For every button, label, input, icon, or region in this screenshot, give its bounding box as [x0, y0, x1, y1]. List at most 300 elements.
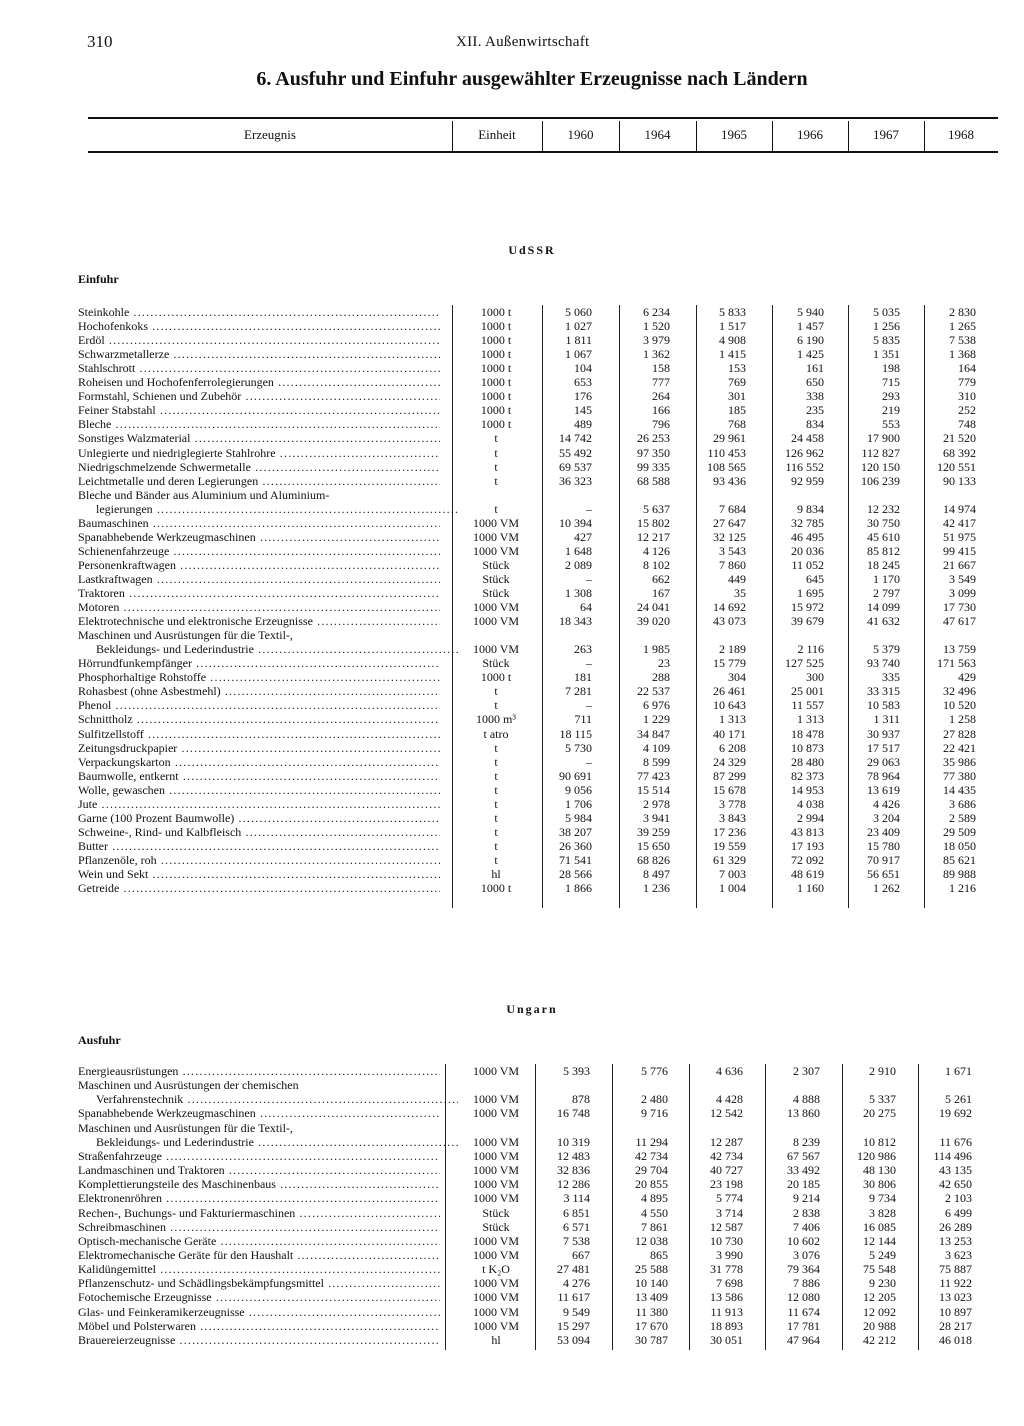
cell-1966: 12 080: [787, 1290, 820, 1305]
cell-1967: 12 232: [867, 501, 900, 516]
cell-1965: 3 714: [716, 1205, 743, 1220]
cell-1967: 120 150: [861, 459, 900, 474]
row-unit: 1000 VM: [472, 1163, 520, 1178]
cell-1960: 64: [580, 600, 592, 615]
cell-1960: –: [586, 656, 592, 671]
row-label: Zeitungsdruckpapier .....: [78, 741, 440, 755]
table-row: [0, 783, 1024, 797]
cell-1960: 32 836: [557, 1163, 590, 1178]
row-label: Motoren .....: [78, 600, 440, 614]
cell-1964: 7 861: [641, 1219, 668, 1234]
cell-1964: 11 294: [635, 1134, 668, 1149]
table-row: [0, 712, 1024, 726]
row-label: Spanabhebende Werkzeugmaschinen .....: [78, 530, 440, 544]
row-label: Sonstiges Walzmaterial .....: [78, 431, 440, 445]
cell-1960: 878: [572, 1092, 590, 1107]
row-label: Formstahl, Schienen und Zubehör .....: [78, 389, 440, 403]
cell-1966: 9 834: [797, 501, 824, 516]
cell-1964: 2 480: [641, 1092, 668, 1107]
cell-1967: 41 632: [867, 614, 900, 629]
cell-1965: 61 329: [713, 852, 746, 867]
cell-1968: 6 499: [945, 1205, 972, 1220]
row-unit: 1000 VM: [472, 1233, 520, 1248]
cell-1968: 2 830: [949, 305, 976, 319]
table-row: [0, 1149, 1024, 1163]
cell-1965: 2 189: [719, 642, 746, 657]
cell-1960: 9 549: [563, 1304, 590, 1319]
cell-1966: 834: [806, 417, 824, 432]
cell-1960: 181: [574, 670, 592, 685]
cell-1966: 338: [806, 389, 824, 404]
row-unit: Stück: [482, 656, 510, 671]
cell-1965: 6 208: [719, 740, 746, 755]
cell-1966: 10 873: [791, 740, 824, 755]
table-row: [0, 502, 1024, 516]
row-unit: 1000 VM: [472, 1304, 520, 1319]
cell-1960: 1 067: [565, 347, 592, 362]
cell-1960: 6 571: [563, 1219, 590, 1234]
cell-1966: 161: [806, 361, 824, 376]
cell-1968: 310: [958, 389, 976, 404]
cell-1967: 45 610: [867, 529, 900, 544]
cell-1968: 2 589: [949, 810, 976, 825]
cell-1966: 33 492: [787, 1163, 820, 1178]
page-number: 310: [87, 32, 113, 51]
cell-1968: 748: [958, 417, 976, 432]
cell-1965: 12 542: [710, 1106, 743, 1121]
row-unit: 1000 t: [480, 319, 512, 334]
table-row: [0, 1220, 1024, 1234]
row-unit: t: [494, 445, 498, 460]
cell-1966: 67 567: [787, 1148, 820, 1163]
cell-1965: 304: [728, 670, 746, 685]
cell-1966: 10 602: [787, 1233, 820, 1248]
cell-1967: 93 740: [867, 656, 900, 671]
row-label: Schnittholz .....: [78, 712, 440, 726]
cell-1960: 5 984: [565, 810, 592, 825]
row-unit: Stück: [482, 557, 510, 572]
table-row: [0, 825, 1024, 839]
cell-1968: 85 621: [943, 852, 976, 867]
row-unit: 1000 t: [480, 361, 512, 376]
cell-1964: 5 776: [641, 1064, 668, 1078]
cell-1968: 7 538: [949, 333, 976, 348]
row-unit: 1000 VM: [472, 1106, 520, 1121]
cell-1967: 20 275: [863, 1106, 896, 1121]
cell-1965: 768: [728, 417, 746, 432]
table-row: [0, 586, 1024, 600]
cell-1968: 779: [958, 375, 976, 390]
cell-1965: 449: [728, 571, 746, 586]
cell-1960: 18 343: [559, 614, 592, 629]
cell-1966: 235: [806, 403, 824, 418]
row-unit: t: [494, 796, 498, 811]
table-row: [0, 1234, 1024, 1248]
cell-1966: 46 495: [791, 529, 824, 544]
cell-1968: 89 988: [943, 867, 976, 881]
table-row: [0, 797, 1024, 811]
cell-1967: 4 426: [873, 796, 900, 811]
cell-1968: 35 986: [943, 754, 976, 769]
cell-1967: 85 812: [867, 543, 900, 558]
cell-1964: 12 217: [637, 529, 670, 544]
cell-1964: 4 895: [641, 1191, 668, 1206]
cell-1968: 1 216: [949, 881, 976, 896]
table-row: [0, 1121, 1024, 1135]
cell-1960: 1 866: [565, 881, 592, 896]
row-unit: t: [494, 459, 498, 474]
cell-1966: 7 406: [793, 1219, 820, 1234]
cell-1964: 158: [652, 361, 670, 376]
cell-1960: 14 742: [559, 431, 592, 446]
cell-1964: 8 102: [643, 557, 670, 572]
row-unit: 1000 VM: [472, 515, 520, 530]
cell-1968: 11 676: [939, 1134, 972, 1149]
table-row: [0, 530, 1024, 544]
cell-1964: 288: [652, 670, 670, 685]
cell-1965: 3 778: [719, 796, 746, 811]
row-label: Niedrigschmelzende Schwermetalle .....: [78, 460, 440, 474]
row-label: Rechen-, Buchungs- und Fakturiermaschinen .....: [78, 1206, 440, 1220]
cell-1965: 7 684: [719, 501, 746, 516]
cell-1967: 33 315: [867, 684, 900, 699]
cell-1967: 70 917: [867, 852, 900, 867]
cell-1965: 43 073: [713, 614, 746, 629]
cell-1964: 20 855: [635, 1177, 668, 1192]
cell-1965: 26 461: [713, 684, 746, 699]
cell-1968: 99 415: [943, 543, 976, 558]
cell-1967: 715: [882, 375, 900, 390]
cell-1967: 198: [882, 361, 900, 376]
row-unit: 1000 t: [480, 417, 512, 432]
cell-1960: 53 094: [557, 1332, 590, 1347]
row-unit: 1000 VM: [472, 614, 520, 629]
cell-1967: 14 099: [867, 600, 900, 615]
cell-1968: 120 551: [937, 459, 976, 474]
table-row: [0, 811, 1024, 825]
cell-1968: 114 496: [933, 1148, 972, 1163]
cell-1965: 108 565: [707, 459, 746, 474]
table-row: [0, 1248, 1024, 1262]
row-unit: 1000 t: [480, 389, 512, 404]
cell-1968: 27 828: [943, 726, 976, 741]
table-row: [0, 1333, 1024, 1347]
cell-1964: 796: [652, 417, 670, 432]
flow-heading: Einfuhr: [78, 272, 119, 286]
row-label: Baumaschinen .....: [78, 516, 440, 530]
cell-1967: 553: [882, 417, 900, 432]
cell-1960: –: [586, 501, 592, 516]
cell-1966: 645: [806, 571, 824, 586]
column-header-1966: 1966: [797, 127, 823, 142]
cell-1966: 1 425: [797, 347, 824, 362]
cell-1966: 9 214: [793, 1191, 820, 1206]
row-unit: 1000 VM: [472, 1276, 520, 1291]
cell-1967: 335: [882, 670, 900, 685]
cell-1968: 32 496: [943, 684, 976, 699]
cell-1960: 5 393: [563, 1064, 590, 1078]
row-unit: t: [494, 740, 498, 755]
cell-1960: 1 648: [565, 543, 592, 558]
cell-1968: 68 392: [943, 445, 976, 460]
row-label: Leichtmetalle und deren Legierungen .....: [78, 474, 440, 488]
row-label: Optisch-mechanische Geräte .....: [78, 1234, 440, 1248]
cell-1966: 11 052: [791, 557, 824, 572]
cell-1966: 116 552: [785, 459, 824, 474]
column-header-product: Erzeugnis: [244, 127, 296, 142]
cell-1960: 1 308: [565, 586, 592, 600]
row-label: Elektromechanische Geräte für den Haushalt .....: [78, 1248, 440, 1262]
cell-1967: 120 986: [857, 1148, 896, 1163]
cell-1967: 75 548: [863, 1262, 896, 1277]
cell-1965: 93 436: [713, 473, 746, 488]
cell-1965: 1 415: [719, 347, 746, 362]
row-unit: 1000 VM: [472, 600, 520, 615]
cell-1964: 12 038: [635, 1233, 668, 1248]
row-unit: t: [494, 824, 498, 839]
table-row: [0, 544, 1024, 558]
cell-1964: 15 802: [637, 515, 670, 530]
row-label: Landmaschinen und Traktoren .....: [78, 1163, 440, 1177]
cell-1967: 30 806: [863, 1177, 896, 1192]
cell-1965: 1 313: [719, 712, 746, 727]
table-row: [0, 305, 1024, 319]
row-label: Personenkraftwagen .....: [78, 558, 440, 572]
cell-1964: 1 520: [643, 319, 670, 334]
cell-1966: 8 239: [793, 1134, 820, 1149]
row-unit: Stück: [482, 1205, 510, 1220]
row-unit: t: [494, 501, 498, 516]
cell-1967: 1 256: [873, 319, 900, 334]
cell-1968: 11 922: [939, 1276, 972, 1291]
row-label: Maschinen und Ausrüstungen für die Textil-,: [78, 628, 293, 643]
cell-1960: 176: [574, 389, 592, 404]
cell-1964: 4 109: [643, 740, 670, 755]
cell-1968: 13 023: [939, 1290, 972, 1305]
cell-1964: 30 787: [635, 1332, 668, 1347]
cell-1966: 17 781: [787, 1318, 820, 1333]
cell-1960: –: [586, 754, 592, 769]
row-unit: 1000 t: [480, 333, 512, 348]
cell-1965: 32 125: [713, 529, 746, 544]
cell-1966: 1 313: [797, 712, 824, 727]
row-label: Schienenfahrzeuge .....: [78, 544, 440, 558]
cell-1966: 20 185: [787, 1177, 820, 1192]
cell-1965: 7 003: [719, 867, 746, 881]
cell-1960: 11 617: [557, 1290, 590, 1305]
cell-1968: 46 018: [939, 1332, 972, 1347]
cell-1965: 23 198: [710, 1177, 743, 1192]
row-label: Maschinen und Ausrüstungen der chemischen: [78, 1078, 299, 1093]
cell-1968: 26 289: [939, 1219, 972, 1234]
cell-1965: 4 636: [716, 1064, 743, 1078]
table-row: [0, 431, 1024, 445]
table-row: [0, 417, 1024, 431]
row-label: Energieausrüstungen .....: [78, 1064, 440, 1078]
table-row: [0, 488, 1024, 502]
row-unit: 1000 VM: [472, 1177, 520, 1192]
cell-1965: 301: [728, 389, 746, 404]
cell-1968: 19 692: [939, 1106, 972, 1121]
cell-1965: 5 774: [716, 1191, 743, 1206]
table-row: [0, 600, 1024, 614]
table-row: [0, 1290, 1024, 1304]
row-unit: 1000 t: [480, 375, 512, 390]
cell-1967: 29 063: [867, 754, 900, 769]
cell-1968: 21 520: [943, 431, 976, 446]
cell-1965: 3 990: [716, 1247, 743, 1262]
row-label: Lastkraftwagen .....: [78, 572, 440, 586]
row-label: Unlegierte und niedriglegierte Stahlrohre .....: [78, 446, 440, 460]
cell-1960: 653: [574, 375, 592, 390]
row-unit: t: [494, 810, 498, 825]
cell-1960: –: [586, 698, 592, 713]
cell-1960: 711: [574, 712, 592, 727]
row-label: Komplettierungsteile des Maschinenbaus .....: [78, 1177, 440, 1191]
cell-1964: 26 253: [637, 431, 670, 446]
cell-1968: 22 421: [943, 740, 976, 755]
row-label: Rohasbest (ohne Asbestmehl) .....: [78, 684, 440, 698]
column-header-unit: Einheit: [478, 127, 516, 142]
row-unit: t atro: [483, 726, 509, 741]
cell-1964: 29 704: [635, 1163, 668, 1178]
cell-1960: 12 483: [557, 1148, 590, 1163]
table-row: [0, 1078, 1024, 1092]
table-row: [0, 446, 1024, 460]
cell-1965: 27 647: [713, 515, 746, 530]
country-heading: Ungarn: [506, 1002, 558, 1016]
cell-1968: 3 686: [949, 796, 976, 811]
row-unit: 1000 VM: [472, 1290, 520, 1305]
row-label: Phosphorhaltige Rohstoffe .....: [78, 670, 440, 684]
cell-1966: 13 860: [787, 1106, 820, 1121]
cell-1965: 35: [734, 586, 746, 600]
cell-1964: 3 941: [643, 810, 670, 825]
cell-1964: 39 259: [637, 824, 670, 839]
row-label: Brauereierzeugnisse .....: [78, 1333, 440, 1347]
table-row: [0, 375, 1024, 389]
row-label: Hochofenkoks .....: [78, 319, 440, 333]
cell-1967: 1 351: [873, 347, 900, 362]
cell-1960: 36 323: [559, 473, 592, 488]
cell-1967: 1 170: [873, 571, 900, 586]
cell-1968: 90 133: [943, 473, 976, 488]
cell-1964: 17 670: [635, 1318, 668, 1333]
cell-1965: 24 329: [713, 754, 746, 769]
table-row: [0, 769, 1024, 783]
table-row: [0, 319, 1024, 333]
row-unit: t: [494, 698, 498, 713]
cell-1965: 40 727: [710, 1163, 743, 1178]
row-unit: 1000 VM: [472, 1148, 520, 1163]
cell-1966: 82 373: [791, 768, 824, 783]
cell-1967: 112 827: [861, 445, 900, 460]
cell-1960: 1 027: [565, 319, 592, 334]
country-heading: UdSSR: [508, 243, 556, 257]
cell-1968: 51 975: [943, 529, 976, 544]
cell-1965: 10 730: [710, 1233, 743, 1248]
cell-1966: 11 674: [787, 1304, 820, 1319]
row-label: Stahlschrott .....: [78, 361, 440, 375]
cell-1965: 18 893: [710, 1318, 743, 1333]
cell-1960: 489: [574, 417, 592, 432]
cell-1965: 10 643: [713, 698, 746, 713]
row-label: Traktoren .....: [78, 586, 440, 600]
cell-1960: 145: [574, 403, 592, 418]
cell-1967: 5 835: [873, 333, 900, 348]
cell-1964: 9 716: [641, 1106, 668, 1121]
row-unit: 1000 VM: [472, 529, 520, 544]
cell-1966: 2 307: [793, 1064, 820, 1078]
cell-1968: 1 368: [949, 347, 976, 362]
row-unit: 1000 VM: [472, 1092, 520, 1107]
cell-1966: 4 888: [793, 1092, 820, 1107]
table-row: [0, 1305, 1024, 1319]
row-label: Pflanzenschutz- und Schädlingsbekämpfungsmittel .....: [78, 1276, 440, 1290]
cell-1967: 2 797: [873, 586, 900, 600]
cell-1966: 650: [806, 375, 824, 390]
cell-1966: 24 458: [791, 431, 824, 446]
table-row: [0, 1206, 1024, 1220]
row-label: Phenol .....: [78, 698, 440, 712]
cell-1966: 126 962: [785, 445, 824, 460]
cell-1967: 78 964: [867, 768, 900, 783]
cell-1967: 9 734: [869, 1191, 896, 1206]
table-row: [0, 628, 1024, 642]
cell-1965: 153: [728, 361, 746, 376]
cell-1968: 252: [958, 403, 976, 418]
cell-1960: 2 089: [565, 557, 592, 572]
cell-1966: 5 940: [797, 305, 824, 319]
cell-1964: 8 497: [643, 867, 670, 881]
cell-1965: 29 961: [713, 431, 746, 446]
cell-1960: 16 748: [557, 1106, 590, 1121]
cell-1964: 1 229: [643, 712, 670, 727]
cell-1964: 4 126: [643, 543, 670, 558]
row-unit: t K₂O: [482, 1262, 510, 1277]
cell-1965: 3 543: [719, 543, 746, 558]
cell-1964: 1 985: [643, 642, 670, 657]
cell-1966: 2 116: [797, 642, 824, 657]
flow-heading: Ausfuhr: [78, 1033, 121, 1047]
cell-1968: 1 258: [949, 712, 976, 727]
row-unit: Stück: [482, 1219, 510, 1234]
row-unit: 1000 VM: [472, 1191, 520, 1206]
cell-1967: 1 311: [873, 712, 900, 727]
table-row: [0, 727, 1024, 741]
cell-1968: 429: [958, 670, 976, 685]
row-label: Baumwolle, entkernt .....: [78, 769, 440, 783]
row-label: Kalidüngemittel .....: [78, 1262, 440, 1276]
table-row: [0, 333, 1024, 347]
cell-1967: 5 337: [869, 1092, 896, 1107]
row-label: Getreide .....: [78, 881, 440, 895]
cell-1967: 2 910: [869, 1064, 896, 1078]
cell-1968: 13 253: [939, 1233, 972, 1248]
cell-1965: 11 913: [710, 1304, 743, 1319]
row-label: Maschinen und Ausrüstungen für die Textil-,: [78, 1120, 293, 1135]
table-row: [0, 389, 1024, 403]
cell-1966: 2 838: [793, 1205, 820, 1220]
cell-1966: 11 557: [791, 698, 824, 713]
cell-1965: 1 004: [719, 881, 746, 896]
cell-1964: 68 588: [637, 473, 670, 488]
cell-1965: 769: [728, 375, 746, 390]
table-row: [0, 642, 1024, 656]
row-unit: 1000 t: [480, 403, 512, 418]
cell-1960: 90 691: [559, 768, 592, 783]
cell-1964: 68 826: [637, 852, 670, 867]
